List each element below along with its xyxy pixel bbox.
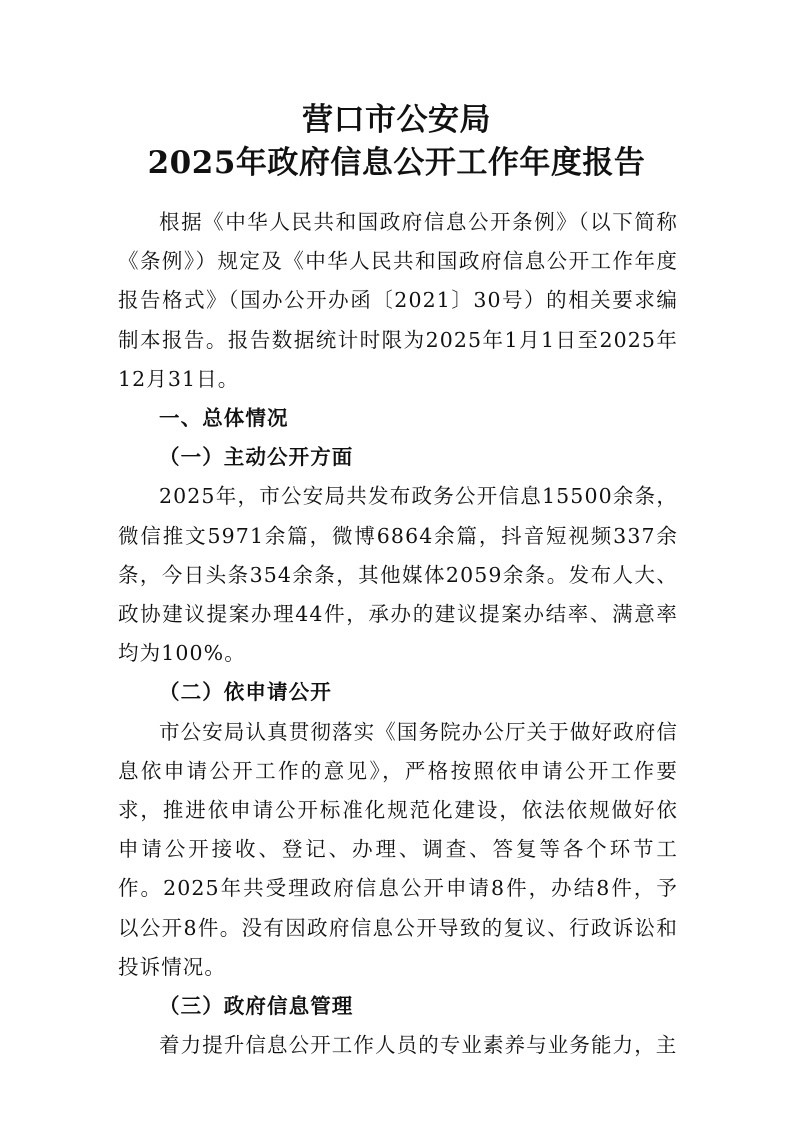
subsection-heading-on-request: （二）依申请公开 bbox=[159, 680, 332, 705]
info-management-paragraph: 着力提升信息公开工作人员的专业素养与业务能力，主 bbox=[159, 1033, 678, 1058]
document-body bbox=[118, 203, 678, 1065]
document-title-line2: 2025年政府信息公开工作年度报告 bbox=[147, 145, 646, 181]
subsection-heading-info-management: （三）政府信息管理 bbox=[159, 994, 354, 1019]
on-request-paragraph: 市公安局认真贯彻落实《国务院办公厅关于做好政府信息依申请公开工作的意见》，严格按照依申请公开工作要求，推进依申请公开标准化规范化建设，依法依规做好依申请公开接收、登记、办理、调查、答复等各个环节工作。2025年共受理政府信息公开申请8件，办结8件，予以公开8件。没有因政府信息公开导致的复议、行政诉讼和投诉情况。 bbox=[118, 719, 678, 979]
proactive-paragraph: 2025年，市公安局共发布政务公开信息15500余条，微信推文5971余篇，微博6864余篇，抖音短视频337余条，今日头条354余条，其他媒体2059余条。发布人大、政协建议提案办理44件，承办的建议提案办结率、满意率均为100%。 bbox=[118, 484, 678, 666]
subsection-heading-proactive: （一）主动公开方面 bbox=[159, 445, 354, 470]
intro-paragraph: 根据《中华人民共和国政府信息公开条例》（以下简称《条例》）规定及《中华人民共和国政府信息公开工作年度报告格式》（国办公开办函〔2021〕30号）的相关要求编制本报告。报告数据统计时限为2025年1月1日至2025年12月31日。 bbox=[118, 210, 678, 391]
section-heading-overview: 一、总体情况 bbox=[159, 406, 289, 431]
document-title-line1: 营口市公安局 bbox=[302, 102, 491, 138]
